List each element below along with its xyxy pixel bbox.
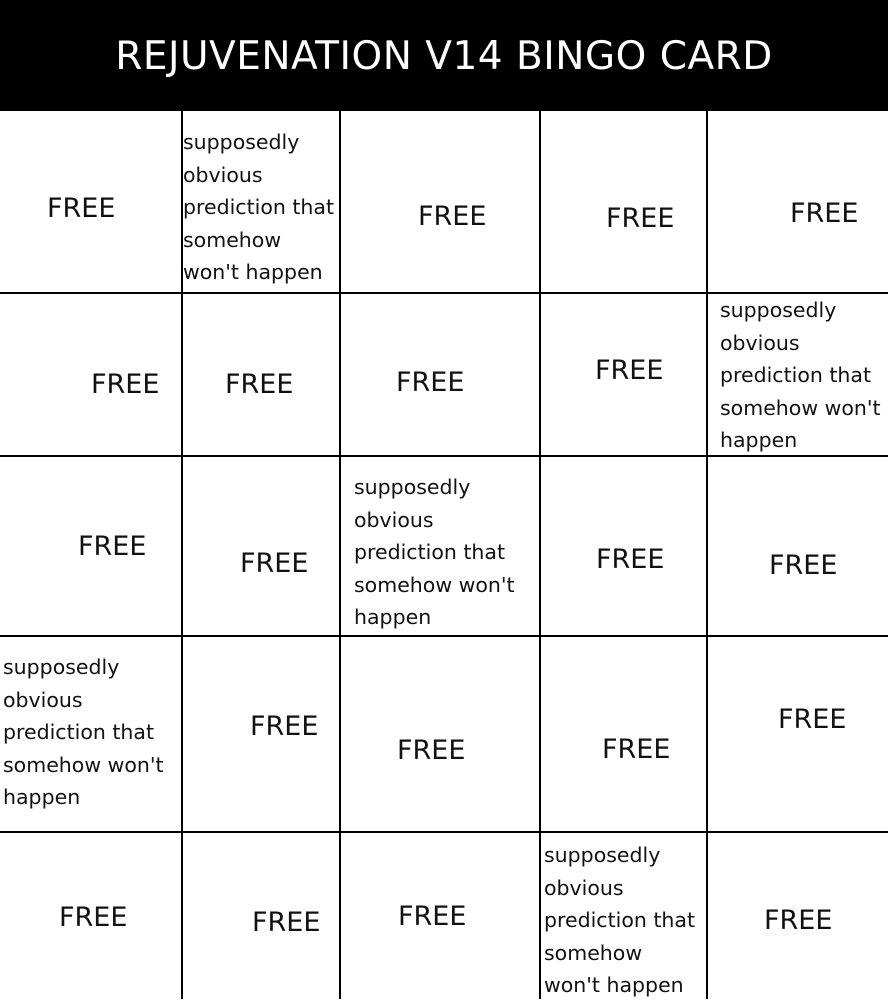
cell-text: supposedly obvious prediction that somehow won't happen xyxy=(183,130,334,284)
bingo-cell[interactable] xyxy=(541,637,706,831)
cell-text: FREE xyxy=(602,734,671,765)
bingo-cell[interactable] xyxy=(0,637,181,831)
bingo-cell[interactable] xyxy=(708,111,888,292)
bingo-cell[interactable] xyxy=(183,457,339,635)
bingo-cell[interactable] xyxy=(0,111,181,292)
cell-text: FREE xyxy=(78,531,147,562)
bingo-cell[interactable] xyxy=(708,833,888,999)
cell-text: FREE xyxy=(769,550,838,581)
cell-text: FREE xyxy=(91,369,160,400)
cell-text: FREE xyxy=(418,201,487,232)
cell-text: FREE xyxy=(397,735,466,766)
card-title: REJUVENATION V14 BINGO CARD xyxy=(115,34,773,79)
bingo-cell[interactable] xyxy=(541,833,706,999)
bingo-cell[interactable] xyxy=(183,833,339,999)
cell-text: supposedly obvious prediction that somehow won't happen xyxy=(544,843,695,997)
cell-text: supposedly obvious prediction that somehow won't happen xyxy=(3,655,164,809)
cell-text: supposedly obvious prediction that somehow won't happen xyxy=(720,298,881,452)
bingo-cell[interactable] xyxy=(708,457,888,635)
cell-text: FREE xyxy=(596,544,665,575)
cell-text: supposedly obvious prediction that somehow won't happen xyxy=(354,475,515,629)
bingo-cell[interactable] xyxy=(541,111,706,292)
cell-text: FREE xyxy=(778,704,847,735)
card-header xyxy=(0,0,888,111)
bingo-cell[interactable] xyxy=(0,457,181,635)
cell-text: FREE xyxy=(225,369,294,400)
cell-text: FREE xyxy=(47,193,116,224)
bingo-cell[interactable] xyxy=(341,294,539,455)
bingo-cell[interactable] xyxy=(341,833,539,999)
bingo-cell[interactable] xyxy=(341,637,539,831)
bingo-grid xyxy=(0,111,888,999)
bingo-cell[interactable] xyxy=(541,457,706,635)
cell-text: FREE xyxy=(250,711,319,742)
cell-text: FREE xyxy=(606,203,675,234)
cell-text: FREE xyxy=(396,367,465,398)
cell-text: FREE xyxy=(595,355,664,386)
bingo-cell[interactable] xyxy=(183,637,339,831)
cell-text: FREE xyxy=(252,907,321,938)
bingo-cell[interactable] xyxy=(183,111,339,292)
bingo-cell[interactable] xyxy=(183,294,339,455)
bingo-cell[interactable] xyxy=(541,294,706,455)
bingo-cell[interactable] xyxy=(0,833,181,999)
bingo-cell[interactable] xyxy=(341,111,539,292)
cell-text: FREE xyxy=(398,901,467,932)
bingo-cell[interactable] xyxy=(341,457,539,635)
bingo-cell[interactable] xyxy=(708,637,888,831)
cell-text: FREE xyxy=(790,198,859,229)
cell-text: FREE xyxy=(59,902,128,933)
cell-text: FREE xyxy=(764,905,833,936)
bingo-cell[interactable] xyxy=(0,294,181,455)
bingo-cell[interactable] xyxy=(708,294,888,455)
cell-text: FREE xyxy=(240,548,309,579)
